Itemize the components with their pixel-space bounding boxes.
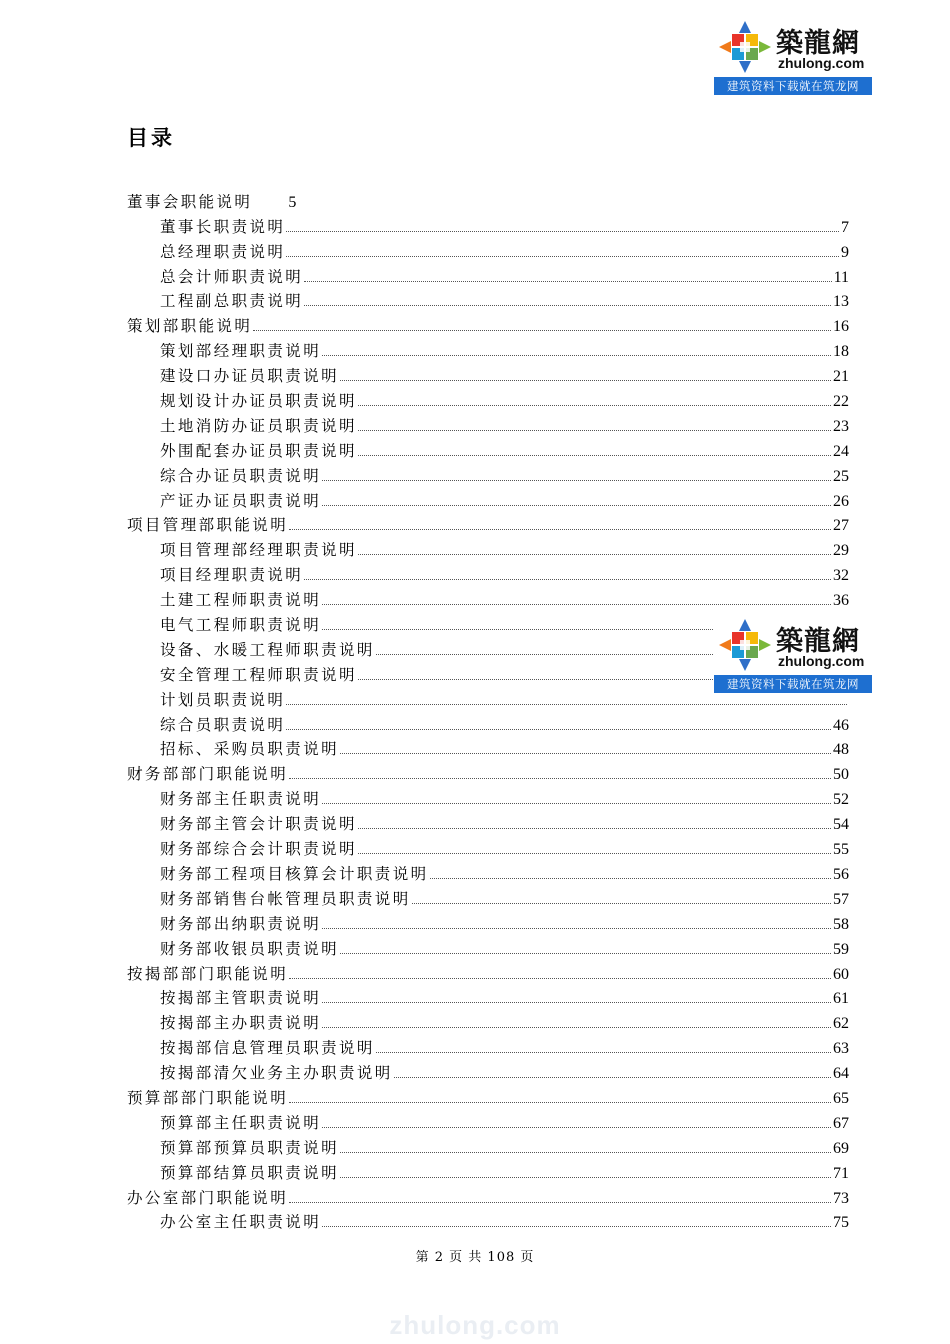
toc-entry[interactable] [127,1208,849,1233]
toc-entry-page: 18 [833,343,849,361]
toc-entry-page: 57 [833,890,849,908]
toc-entry[interactable] [127,1158,849,1183]
toc-entry-title: 项目管理部经理职责说明 [160,541,357,560]
toc-leader-dots [286,256,839,257]
toc-entry-title: 策划部职能说明 [127,317,253,336]
toc-entry-page: 52 [833,791,849,809]
toc-entry[interactable] [127,486,849,511]
toc-leader-dots [322,928,831,929]
toc-entry[interactable] [127,1108,849,1133]
toc-entry-title: 财务部工程项目核算会计职责说明 [160,864,429,883]
toc-entry-page: 11 [833,268,849,286]
toc-leader-dots [322,604,831,605]
toc-entry-title: 按揭部部门职能说明 [127,964,289,983]
toc-title: 目录 [127,126,175,150]
toc-entry-title: 规划设计办证员职责说明 [160,392,357,411]
toc-leader-dots [340,380,831,381]
toc-entry[interactable] [127,959,849,984]
toc-entry-page: 50 [833,766,849,784]
toc-leader-dots [286,729,831,730]
toc-entry[interactable] [127,909,849,934]
toc-entry-page: 61 [833,990,849,1008]
toc-entry-page: 29 [833,542,849,560]
zhulong-logo-top [714,17,874,97]
toc-leader-dots [340,1177,831,1178]
toc-entry[interactable] [127,560,849,585]
toc-entry-title: 土地消防办证员职责说明 [160,416,357,435]
toc-leader-dots [322,803,831,804]
toc-leader-dots [358,554,831,555]
toc-entry-title: 电气工程师职责说明 [160,616,322,635]
toc-entry[interactable] [127,585,849,610]
toc-entry-title: 按揭部信息管理员职责说明 [160,1039,375,1058]
toc-entry-title: 财务部部门职能说明 [127,765,289,784]
toc-entry-title: 项目经理职责说明 [160,566,304,585]
toc-entry-page: 7 [841,218,849,236]
toc-entry[interactable] [127,212,849,237]
toc-entry-title: 建设口办证员职责说明 [160,367,340,386]
toc-entry[interactable] [127,735,849,760]
toc-leader-dots [253,330,831,331]
toc-entry-page: 62 [833,1015,849,1033]
toc-entry[interactable] [127,784,849,809]
toc-entry-title: 财务部主任职责说明 [160,790,322,809]
toc-entry-title: 招标、采购员职责说明 [160,740,340,759]
toc-entry-title: 财务部收银员职责说明 [160,939,340,958]
toc-entry[interactable] [127,287,849,312]
toc-entry-title: 财务部综合会计职责说明 [160,840,357,859]
toc-entry[interactable] [127,511,849,536]
toc-entry-page: 21 [833,368,849,386]
toc-entry-page: 56 [833,865,849,883]
toc-entry[interactable] [127,710,849,735]
toc-entry-page: 13 [833,293,849,311]
toc-leader-dots [358,405,831,406]
toc-entry-page: 67 [833,1114,849,1132]
toc-entry-page: 48 [833,741,849,759]
toc-entry[interactable] [127,1083,849,1108]
toc-entry-page: 22 [833,393,849,411]
toc-leader-dots [322,505,831,506]
toc-entry-title: 总会计师职责说明 [160,267,304,286]
toc-entry-page: 55 [833,841,849,859]
toc-leader-dots [358,455,831,456]
toc-entry-page: 64 [833,1065,849,1083]
toc-entry-title: 产证办证员职责说明 [160,491,322,510]
toc-entry-page: 69 [833,1139,849,1157]
toc-leader-dots [340,953,831,954]
toc-entry-page: 25 [833,467,849,485]
toc-leader-dots [289,1102,831,1103]
toc-entry-title: 设备、水暖工程师职责说明 [160,640,375,659]
toc-leader-dots [304,579,831,580]
toc-entry[interactable] [127,336,849,361]
toc-entry-page: 46 [833,716,849,734]
toc-entry[interactable] [127,386,849,411]
toc-entry[interactable] [127,1183,849,1208]
toc-entry-page: 58 [833,915,849,933]
toc-entry-title: 外围配套办证员职责说明 [160,441,357,460]
toc-entry-title: 综合办证员职责说明 [160,466,322,485]
toc-leader-dots [304,305,831,306]
toc-entry[interactable] [127,1033,849,1058]
zhulong-mark-icon [716,617,774,673]
toc-entry-page: 36 [833,592,849,610]
toc-entry-title: 计划员职责说明 [160,690,286,709]
toc-entry-title: 财务部出纳职责说明 [160,914,322,933]
toc-entry[interactable] [127,759,849,784]
toc-entry[interactable] [127,984,849,1009]
toc-entry-page: 75 [833,1214,849,1232]
toc-entry-title: 预算部结算员职责说明 [160,1163,340,1182]
toc-leader-dots [340,1152,831,1153]
toc-leader-dots [340,753,831,754]
toc-leader-dots [322,1127,831,1128]
toc-leader-dots [394,1077,831,1078]
toc-leader-dots [358,430,831,431]
toc-leader-dots [286,704,847,705]
toc-entry-title: 综合员职责说明 [160,715,286,734]
toc-entry-title: 按揭部主管职责说明 [160,989,322,1008]
toc-entry-page: 73 [833,1189,849,1207]
toc-entry-title: 总经理职责说明 [160,242,286,261]
toc-entry-title: 预算部预算员职责说明 [160,1138,340,1157]
zhulong-logo-mid [714,615,874,695]
toc-entry-page: 24 [833,442,849,460]
logo-name: 築龍網 [776,28,860,59]
toc-leader-dots [358,828,831,829]
toc-leader-dots [289,978,831,979]
toc-entry-title: 办公室部门职能说明 [127,1188,289,1207]
toc-entry[interactable] [127,1133,849,1158]
toc-entry-page: 5 [288,193,297,211]
toc-entry-title: 董事长职责说明 [160,217,286,236]
toc-leader-dots [412,903,831,904]
toc-entry[interactable] [127,262,849,287]
watermark: zhulong.com [389,1310,561,1340]
toc-entry[interactable] [127,859,849,884]
toc-entry-title: 预算部主任职责说明 [160,1113,322,1132]
toc-entry[interactable] [127,361,849,386]
toc-leader-dots [376,1052,831,1053]
toc-entry-page: 60 [833,965,849,983]
toc-entry-title: 策划部经理职责说明 [160,342,322,361]
toc-entry-title: 工程副总职责说明 [160,292,304,311]
toc-leader-dots [322,480,831,481]
toc-entry[interactable] [127,884,849,909]
toc-entry-title: 土建工程师职责说明 [160,591,322,610]
toc-entry[interactable] [127,809,849,834]
toc-leader-dots [286,231,839,232]
toc-entry-title: 董事会职能说明 [127,192,253,211]
logo-slogan: 建筑资料下载就在筑龙网 [714,77,872,95]
toc-entry-page: 9 [841,243,849,261]
logo-domain: zhulong.com [778,55,865,71]
toc-entry-title: 项目管理部职能说明 [127,516,289,535]
toc-entry-title: 财务部主管会计职责说明 [160,815,357,834]
toc-entry-page: 23 [833,417,849,435]
toc-entry-title: 按揭部清欠业务主办职责说明 [160,1064,393,1083]
toc-entry[interactable] [127,411,849,436]
logo-slogan: 建筑资料下载就在筑龙网 [714,675,872,693]
page-footer: 第 2 页 共 108 页 [415,1250,535,1265]
toc-entry[interactable] [127,311,849,336]
toc-entry-page: 71 [833,1164,849,1182]
toc-entry[interactable] [127,834,849,859]
toc-leader-dots [289,1202,831,1203]
toc-entry[interactable] [127,535,849,560]
toc-entry-page: 54 [833,816,849,834]
toc-leader-dots [289,529,831,530]
toc-entry-page: 26 [833,492,849,510]
toc-leader-dots [304,281,831,282]
toc-leader-dots [322,1002,831,1003]
logo-domain: zhulong.com [778,653,865,669]
toc-leader-dots [430,878,831,879]
table-of-contents [127,187,849,1232]
toc-entry-title: 预算部部门职能说明 [127,1088,289,1107]
toc-leader-dots [358,853,831,854]
toc-leader-dots [322,1027,831,1028]
toc-entry-page: 59 [833,940,849,958]
toc-entry[interactable] [127,187,849,212]
toc-entry[interactable] [127,461,849,486]
toc-entry-page: 27 [833,517,849,535]
toc-entry[interactable] [127,934,849,959]
zhulong-mark-icon [716,19,774,75]
toc-entry[interactable] [127,237,849,262]
toc-entry-title: 财务部销售台帐管理员职责说明 [160,889,411,908]
toc-entry-page: 16 [833,318,849,336]
toc-leader-dots [322,355,831,356]
toc-leader-dots [289,778,831,779]
toc-entry-page: 32 [833,567,849,585]
toc-entry-page: 65 [833,1089,849,1107]
toc-entry[interactable] [127,1008,849,1033]
toc-entry[interactable] [127,436,849,461]
toc-leader-dots [322,1226,831,1227]
toc-entry[interactable] [127,1058,849,1083]
toc-entry-page: 63 [833,1040,849,1058]
toc-entry-title: 办公室主任职责说明 [160,1213,322,1232]
logo-name: 築龍網 [776,626,860,657]
toc-entry-title: 按揭部主办职责说明 [160,1014,322,1033]
toc-entry-title: 安全管理工程师职责说明 [160,665,357,684]
